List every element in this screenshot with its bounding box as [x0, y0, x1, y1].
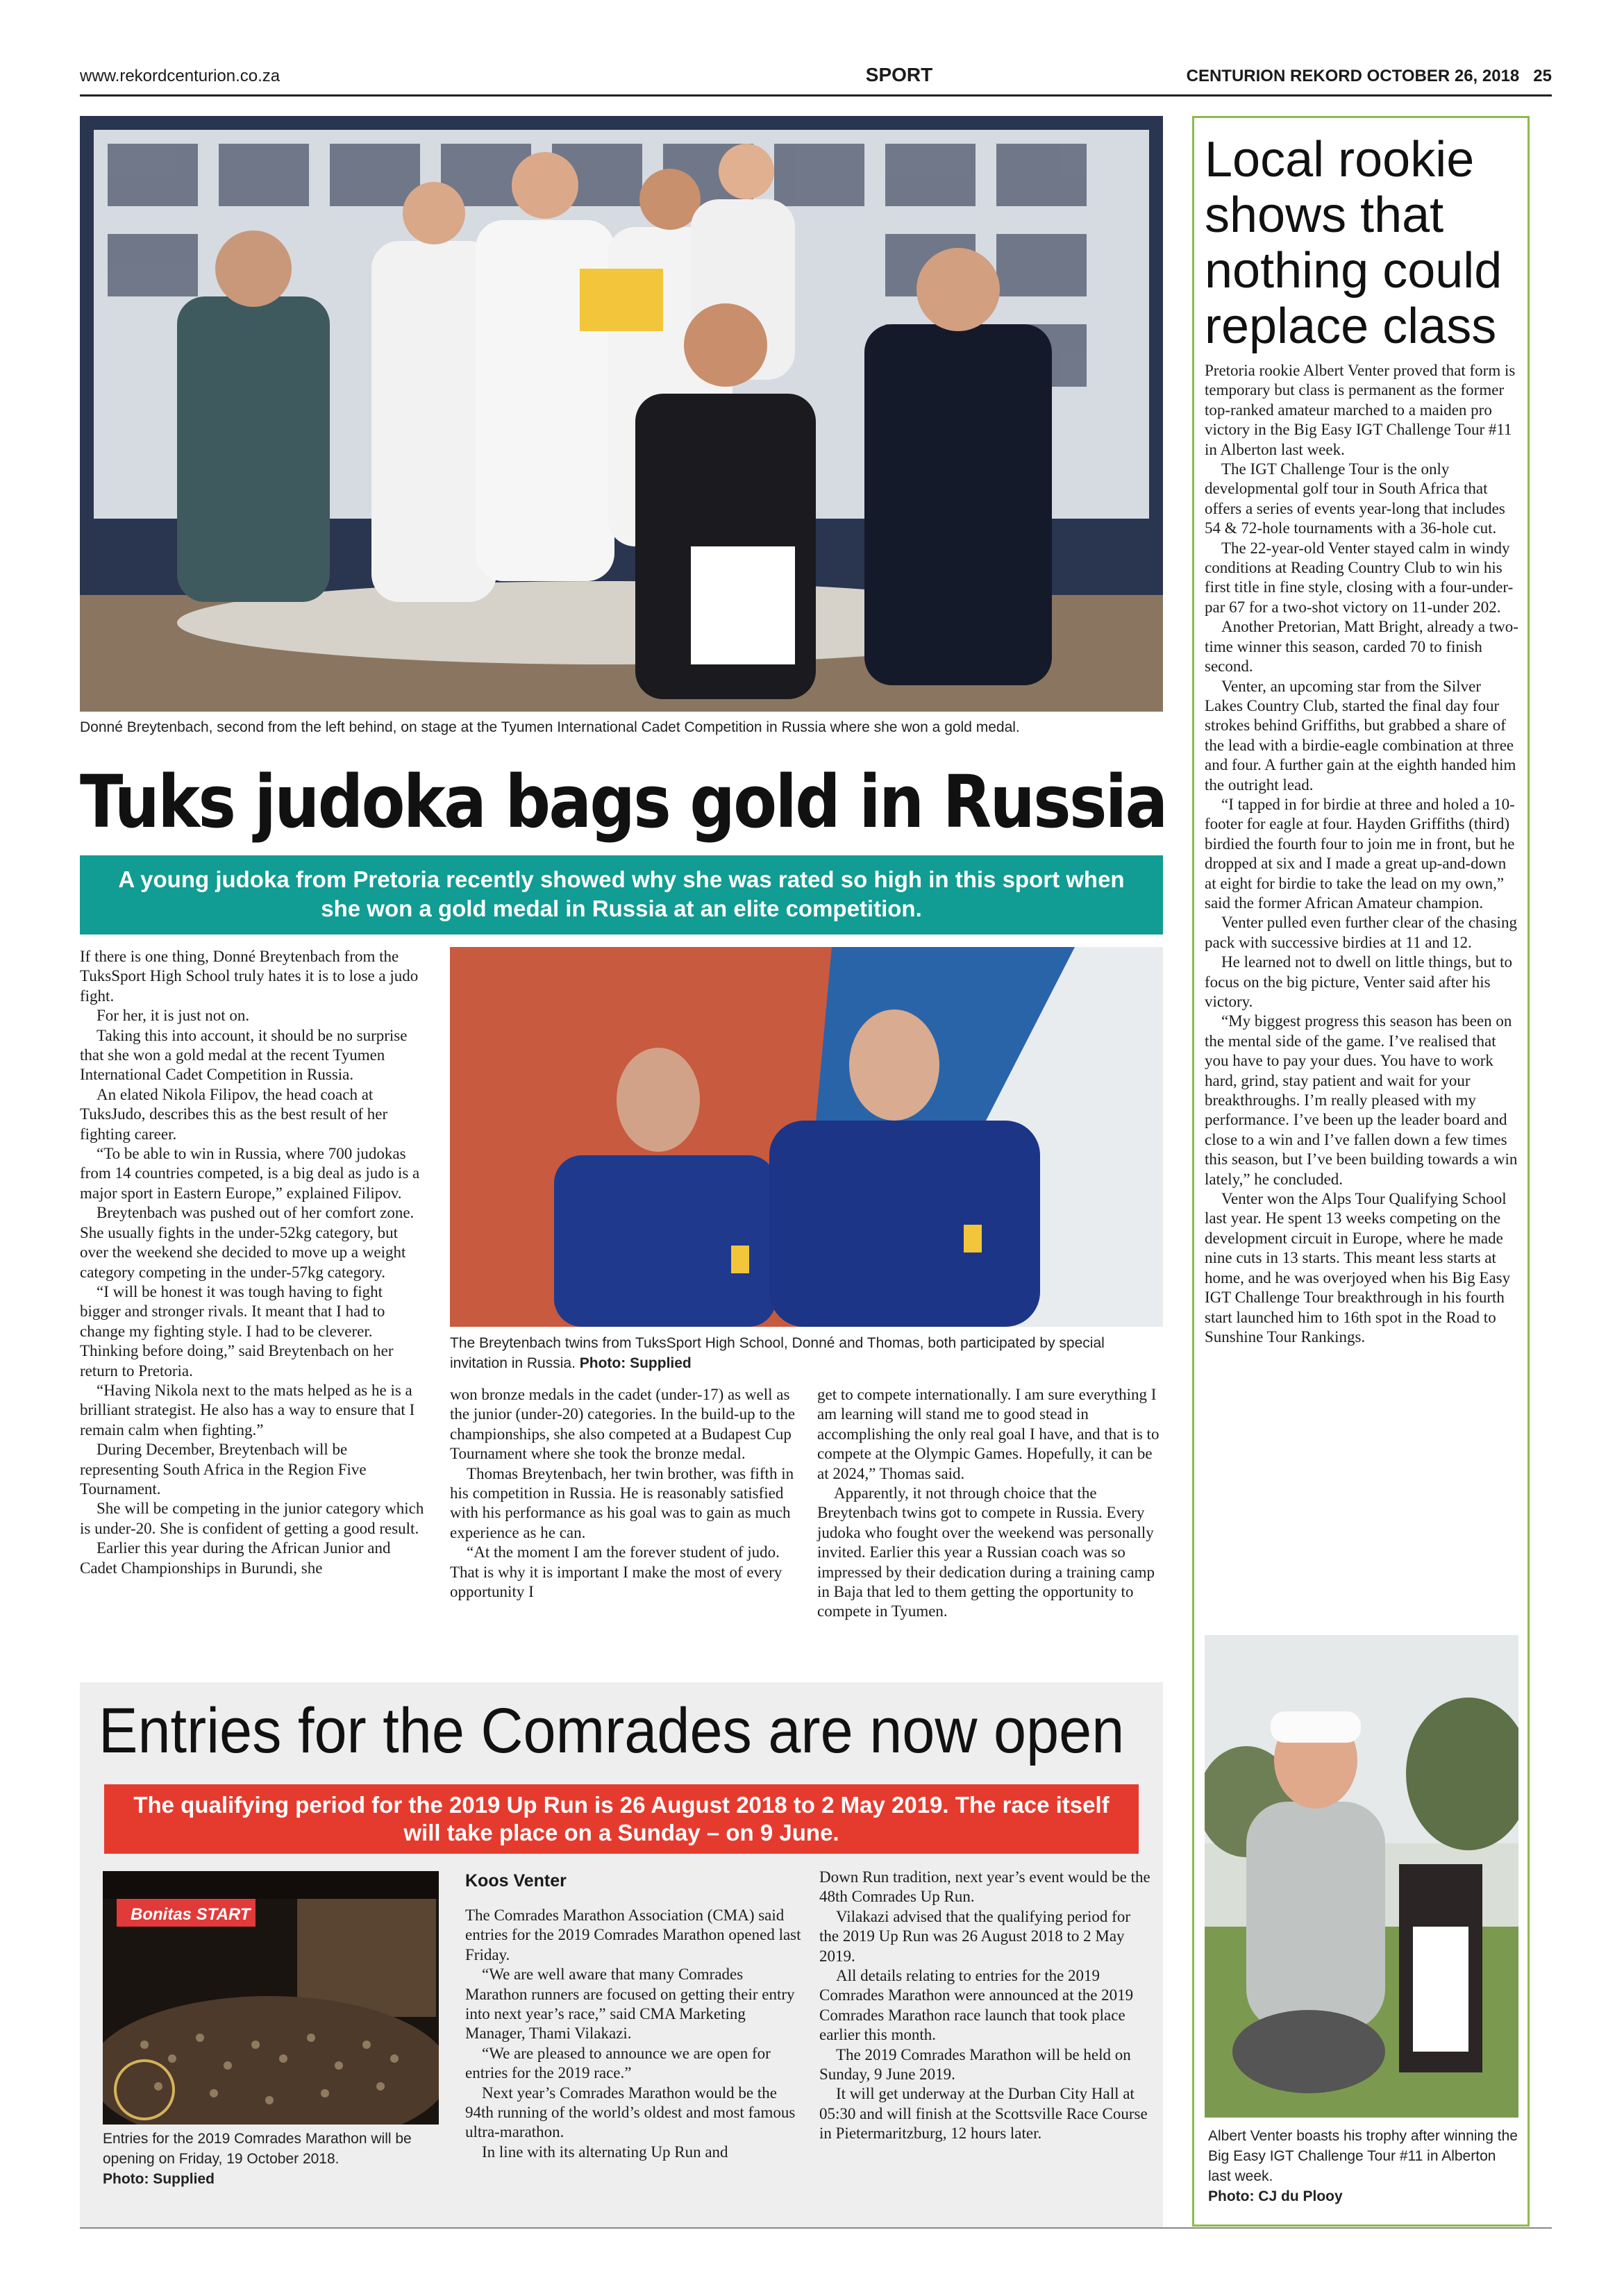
- paragraph: She will be competing in the junior category which is under-20. She is confident of getting a good result.: [80, 1500, 424, 1537]
- paragraph: “I will be honest it was tough having to fight bigger and stronger rivals. It meant that I had to change my fighting style. I had to be cleverer. Thinking before doing,” said Breytenbach on her return to Pretoria.: [80, 1282, 394, 1380]
- judo-standfirst: A young judoka from Pretoria recently showed why she was rated so high in this sport when she won a gold medal in Russia at an elite competition.: [80, 855, 1163, 935]
- paragraph: Down Run tradition, next year’s event would be the 48th Comrades Up Run.: [819, 1868, 1150, 1906]
- judo-podium-photo: [80, 116, 1163, 712]
- page-number: 25: [1533, 67, 1552, 85]
- banner-text: Bonitas START: [131, 1905, 251, 1924]
- paragraph: The IGT Challenge Tour is the only developmental golf tour in South Africa that offers a series of events year-long that includes 54 & 72-hole tournaments with a 36-hole cut.: [1205, 460, 1505, 537]
- paragraph: Earlier this year during the African Junior and Cadet Championships in Burundi, she: [80, 1539, 391, 1577]
- comrades-byline: Koos Venter: [465, 1871, 567, 1891]
- paragraph: Venter, an upcoming star from the Silver Lakes Country Club, started the final day four strokes behind Griffiths, but grabbed a share of the lead with a birdie-eagle combination at three and four. A further gain at the eighth handed him the outright lead.: [1205, 677, 1516, 794]
- paper-name-date: CENTURION REKORD OCTOBER 26, 2018: [1186, 67, 1520, 85]
- paragraph: Breytenbach was pushed out of her comfort zone. She usually fights in the under-52kg category, but over the weekend she decided to move up a weight category competing in the under-57kg category.: [80, 1204, 415, 1281]
- paragraph: Pretoria rookie Albert Venter proved that form is temporary but class is permanent as the former top-ranked amateur marched to a maiden pro victory in the Big Easy IGT Challenge Tour #11 in Alberton last week.: [1205, 362, 1516, 458]
- paragraph: “We are pleased to announce we are open for entries for the 2019 race.”: [465, 2044, 771, 2082]
- paragraph: “My biggest progress this season has been on the mental side of the game. I’ve realised that you have to pay your dues. You have to work hard, grind, stay patient and wait for your breakthroughs. I’m really pleased with my performance. I’ve been up the leader board and close to a win and I’ve fallen down a few times this season, but I’ve been building towards a win lately,” he concluded.: [1205, 1012, 1518, 1188]
- section-label: SPORT: [865, 64, 933, 85]
- paragraph: Thomas Breytenbach, her twin brother, was fifth in his competition in Russia. He is reasonably satisfied with his performance as his goal was to gain as much experience as he can.: [450, 1464, 794, 1541]
- judo-podium-caption: Donné Breytenbach, second from the left behind, on stage at the Tyumen International Cadet Competition in Russia where she won a gold medal.: [80, 719, 1020, 735]
- paper-dateline: [1187, 67, 1552, 86]
- marathon-photo-credit: Photo: Supplied: [103, 2171, 215, 2187]
- paragraph: He learned not to dwell on little things, but to focus on the big picture, Venter said after his victory.: [1205, 953, 1513, 1010]
- paragraph: “I tapped in for birdie at three and holed a 10-footer for eagle at four. Hayden Griffiths (third) birdied the fourth four to join me in front, but he dropped at six and I made a great up-and-down at eight for birdie to take the lead on my own,” said the former African Amateur champion.: [1205, 795, 1515, 912]
- paragraph: It will get underway at the Durban City Hall at 05:30 and will finish at the Scottsville Race Course in Pietermaritzburg, 12 hours later.: [819, 2085, 1148, 2143]
- marathon-photo: [103, 1871, 439, 2125]
- twins-photo: [450, 947, 1163, 1327]
- paragraph: Venter pulled even further clear of the chasing pack with successive birdies at 11 and 12.: [1205, 914, 1517, 951]
- paragraph: The 22-year-old Venter stayed calm in windy conditions at Reading Country Club to win his first title in fine style, closing with a four-under-par 67 for a two-shot victory on 11-under 202.: [1205, 539, 1514, 616]
- judo-column-2: [450, 1385, 796, 1602]
- paragraph: All details relating to entries for the 2019 Comrades Marathon were announced at the 2019 Comrades Marathon race launch that took place earlier this month.: [819, 1967, 1134, 2044]
- paragraph: If there is one thing, Donné Breytenbach from the TuksSport High School truly hates it is to lose a judo fight.: [80, 948, 419, 1005]
- paragraph: The 2019 Comrades Marathon will be held on Sunday, 9 June 2019.: [819, 2045, 1131, 2084]
- paragraph: “We are well aware that many Comrades Marathon runners are focused on getting their entry into next year’s race,” said CMA Marketing Manager, Thami Vilakazi.: [465, 1966, 795, 2043]
- marathon-caption: [103, 2129, 443, 2189]
- comrades-column-1: [465, 1906, 805, 2162]
- paragraph: “To be able to win in Russia, where 700 judokas from 14 countries competed, is a big deal as judo is a major sport in Eastern Europe,” explained Filipov.: [80, 1145, 420, 1202]
- paragraph: In line with its alternating Up Run and: [482, 2143, 728, 2161]
- paragraph: get to compete internationally. I am sure everything I am learning will stand me to good stead in accomplishing the only real goal I have, and that is to compete at the Olympic Games. Hopefully, it can be at 2024,” Thomas said.: [817, 1386, 1160, 1482]
- paragraph: “Having Nikola next to the mats helped as he is a brilliant strategist. He also has a way to ensure that I remain calm when fighting.”: [80, 1381, 415, 1439]
- twins-photo-credit: Photo: Supplied: [579, 1355, 692, 1371]
- header-rule: [80, 94, 1552, 97]
- paragraph: Apparently, it not through choice that the Breytenbach twins got to compete in Russia. Every judoka who fought over the weekend was personally invited. Earlier this year a Russian coach was so impressed by their dedication during a training camp in Baja that led to them getting the opportunity to compete in Tyumen.: [817, 1484, 1155, 1620]
- marathon-caption-text: Entries for the 2019 Comrades Marathon will be opening on Friday, 19 October 2018.: [103, 2131, 412, 2167]
- golf-headline: Local rookie shows that nothing could replace class: [1205, 132, 1502, 354]
- judo-column-3: [817, 1385, 1163, 1622]
- twins-caption-text: The Breytenbach twins from TuksSport High School, Donné and Thomas, both participated by special invitation in Russia.: [450, 1335, 1105, 1371]
- paragraph: For her, it is just not on.: [97, 1007, 250, 1025]
- golfer-caption: [1208, 2126, 1521, 2206]
- paragraph: “At the moment I am the forever student of judo. That is why it is important I make the most of every opportunity I: [450, 1543, 782, 1601]
- paragraph: Venter won the Alps Tour Qualifying School last year. He spent 13 weeks competing on the development circuit in Europe, where he made nine cuts in 13 starts. This meant less starts at home, and he was overjoyed when his Big Easy IGT Challenge Tour breakthrough in his fourth start launched him to 16th spot in the Road to Sunshine Tour Rankings.: [1205, 1190, 1511, 1346]
- paragraph: won bronze medals in the cadet (under-17) as well as the junior (under-20) categories. In the build-up to the championships, she also competed at a Budapest Cup Tournament where she took the bronze medal.: [450, 1386, 796, 1463]
- twins-caption: [450, 1333, 1165, 1373]
- page-header: [80, 64, 1552, 93]
- golfer-caption-text: Albert Venter boasts his trophy after winning the Big Easy IGT Challenge Tour #11 in Alberton last week.: [1208, 2128, 1518, 2184]
- paragraph: The Comrades Marathon Association (CMA) said entries for the 2019 Comrades Marathon opened last Friday.: [465, 1907, 801, 1963]
- golf-body: [1205, 361, 1518, 1347]
- paragraph: An elated Nikola Filipov, the head coach at TuksJudo, describes this as the best result of her fighting career.: [80, 1085, 388, 1143]
- comrades-column-2: [819, 1868, 1153, 2144]
- paragraph: Taking this into account, it should be no surprise that she won a gold medal at the recent Tyumen International Cadet Competition in Russia.: [80, 1026, 408, 1084]
- paragraph: Another Pretorian, Matt Bright, already a two-time winner this season, carded 70 to finish second.: [1205, 618, 1518, 676]
- paragraph: Vilakazi advised that the qualifying period for the 2019 Up Run was 26 August 2018 to 2 May 2019.: [819, 1907, 1130, 1965]
- judo-headline: Tuks judoka bags gold in Russia: [80, 760, 1166, 844]
- golfer-photo-credit: Photo: CJ du Plooy: [1208, 2188, 1343, 2204]
- paragraph: During December, Breytenbach will be representing South Africa in the Region Five Tournament.: [80, 1441, 367, 1498]
- paragraph: Next year’s Comrades Marathon would be the 94th running of the world’s oldest and most famous ultra-marathon.: [465, 2084, 796, 2141]
- comrades-standfirst: The qualifying period for the 2019 Up Run is 26 August 2018 to 2 May 2019. The race itself will take place on a Sunday – on 9 June.: [104, 1784, 1139, 1854]
- bottom-rule: [80, 2227, 1552, 2229]
- golfer-photo: [1205, 1635, 1518, 2118]
- judo-column-1: [80, 947, 426, 1578]
- site-url[interactable]: www.rekordcenturion.co.za: [80, 67, 281, 85]
- comrades-headline: Entries for the Comrades are now open: [99, 1695, 1125, 1766]
